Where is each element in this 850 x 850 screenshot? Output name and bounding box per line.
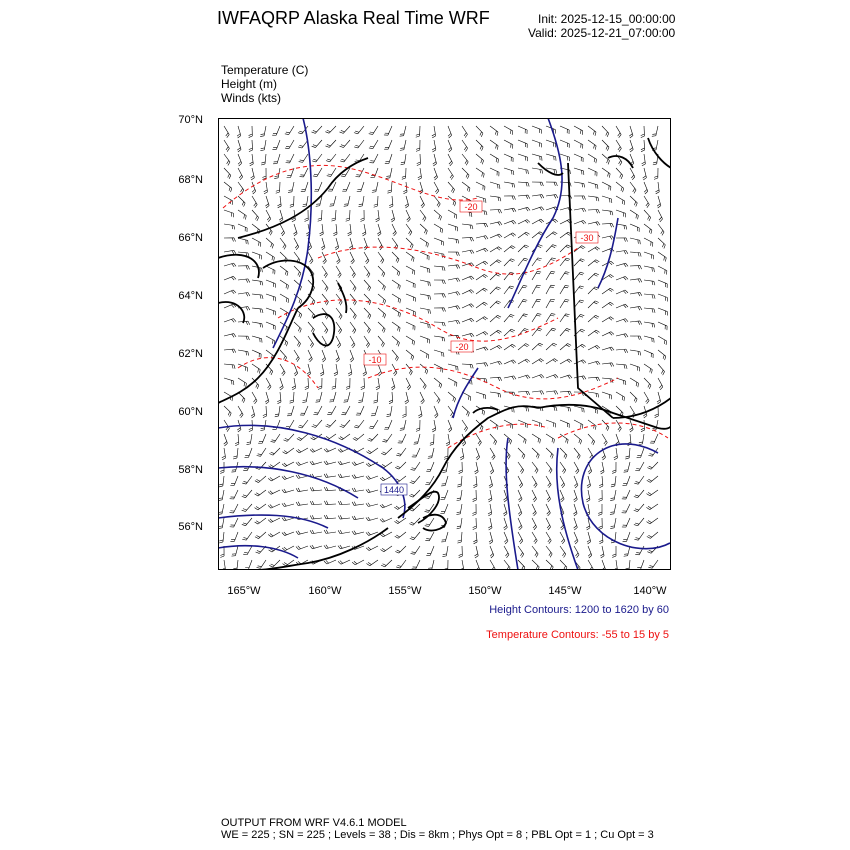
temp-contour-label: -30 [580, 233, 594, 243]
init-time: Init: 2025-12-15_00:00:00 [538, 12, 676, 26]
temperature-contour-info: Temperature Contours: -55 to 15 by 5 [486, 629, 669, 641]
weather-map [218, 118, 671, 570]
model-info-line1: OUTPUT FROM WRF V4.6.1 MODEL [221, 817, 407, 829]
lon-label: 165°W [227, 585, 261, 597]
lat-label: 64°N [178, 290, 203, 302]
lat-label: 68°N [178, 174, 203, 186]
lon-label: 150°W [468, 585, 502, 597]
temp-contour-label: -20 [464, 202, 478, 212]
lon-label: 155°W [388, 585, 422, 597]
model-info-line2: WE = 225 ; SN = 225 ; Levels = 38 ; Dis = 8km ; Phys Opt = 8 ; PBL Opt = 1 ; Cu Opt = 3 [221, 829, 654, 841]
valid-time: Valid: 2025-12-21_07:00:00 [528, 26, 676, 40]
lon-label: 140°W [633, 585, 667, 597]
lat-label: 60°N [178, 406, 203, 418]
map-title: IWFAQRP Alaska Real Time WRF [217, 8, 490, 28]
legend-height: Height (m) [221, 77, 278, 91]
lat-label: 56°N [178, 521, 203, 533]
temp-contour-label: -10 [368, 355, 382, 365]
lon-label: 145°W [548, 585, 582, 597]
lat-label: 62°N [178, 348, 203, 360]
lon-label: 160°W [308, 585, 342, 597]
lat-label: 66°N [178, 232, 203, 244]
height-contour-info: Height Contours: 1200 to 1620 by 60 [489, 604, 669, 616]
temp-contour-label: -20 [455, 342, 469, 352]
lat-label: 70°N [178, 114, 203, 126]
legend-winds: Winds (kts) [221, 91, 281, 105]
lat-label: 58°N [178, 464, 203, 476]
height-contour-label: 1440 [383, 485, 405, 495]
legend-temperature: Temperature (C) [221, 63, 309, 77]
